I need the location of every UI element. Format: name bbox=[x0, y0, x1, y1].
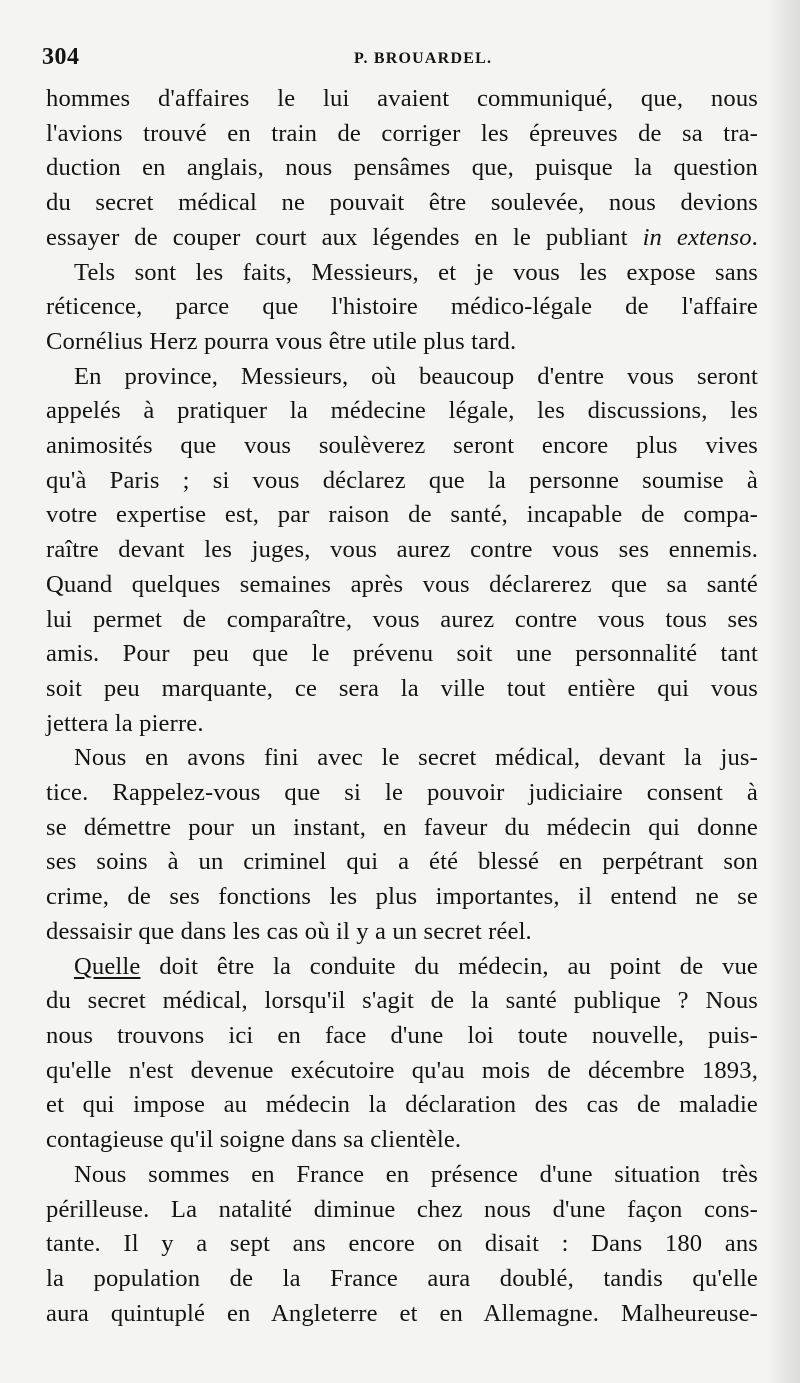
paragraph-5 bbox=[46, 950, 758, 1158]
paragraph-3 bbox=[46, 360, 758, 742]
text-line: la population de la France aura doublé, tandis qu'elle bbox=[46, 1264, 758, 1292]
text-line: nous trouvons ici en face d'une loi toute nouvelle, puis- bbox=[46, 1021, 758, 1049]
paragraph-6 bbox=[46, 1158, 758, 1332]
text-line: Quand quelques semaines après vous déclarerez que sa santé bbox=[46, 570, 758, 598]
text-line: aura quintuplé en Angleterre et en Allemagne. Malheureuse- bbox=[46, 1299, 758, 1327]
text-line: crime, de ses fonctions les plus importantes, il entend ne se bbox=[46, 883, 758, 911]
text-line: jettera la pierre. bbox=[46, 709, 204, 737]
paragraph-2 bbox=[46, 256, 758, 360]
text-line: se démettre pour un instant, en faveur du médecin qui donne bbox=[46, 813, 758, 841]
paragraph-1 bbox=[46, 82, 758, 256]
running-head: P. BROUARDEL. bbox=[354, 50, 493, 67]
text-line: animosités que vous soulèverez seront encore plus vives bbox=[46, 432, 758, 460]
text-line: tante. Il y a sept ans encore on disait : Dans 180 ans bbox=[46, 1230, 758, 1258]
text-line: ses soins à un criminel qui a été blessé en perpétrant son bbox=[46, 848, 758, 876]
text-line: l'avions trouvé en train de corriger les épreuves de sa tra- bbox=[46, 119, 758, 147]
text-line: qu'à Paris ; si vous déclarez que la personne soumise à bbox=[46, 466, 758, 494]
text-line: hommes d'affaires le lui avaient communiqué, que, nous bbox=[46, 85, 758, 112]
text-line: Cornélius Herz pourra vous être utile plus tard. bbox=[46, 327, 517, 355]
text-line: duction en anglais, nous pensâmes que, puisque la question bbox=[46, 154, 758, 182]
text-line: dessaisir que dans les cas où il y a un secret réel. bbox=[46, 917, 532, 945]
punctuation: . bbox=[751, 223, 758, 251]
text-line: Nous en avons fini avec le secret médical, devant la jus- bbox=[74, 744, 758, 772]
text-line-start: essayer de couper court aux légendes en le publiant bbox=[46, 223, 643, 251]
page-header bbox=[42, 44, 762, 78]
text-body bbox=[46, 82, 758, 1331]
page-edge-shadow bbox=[766, 0, 800, 1383]
paragraph-4 bbox=[46, 741, 758, 949]
text-line: du secret médical, lorsqu'il s'agit de la santé publique ? Nous bbox=[46, 987, 758, 1015]
text-line: et qui impose au médecin la déclaration des cas de maladie bbox=[46, 1091, 758, 1119]
text-line: amis. Pour peu que le prévenu soit une personnalité tant bbox=[46, 640, 758, 668]
text-line: qu'elle n'est devenue exécutoire qu'au mois de décembre 1893, bbox=[46, 1056, 758, 1084]
underlined-word: Quelle bbox=[74, 952, 141, 980]
italic-phrase: in extenso bbox=[642, 223, 752, 251]
text-line: périlleuse. La natalité diminue chez nous d'une façon cons- bbox=[46, 1195, 758, 1223]
text-line: appelés à pratiquer la médecine légale, les discussions, les bbox=[46, 397, 758, 425]
text-line bbox=[46, 221, 758, 256]
text-line: Nous sommes en France en présence d'une situation très bbox=[74, 1160, 758, 1188]
text-line-rest: doit être la conduite du médecin, au point de vue bbox=[140, 952, 758, 980]
text-line: contagieuse qu'il soigne dans sa clientèle. bbox=[46, 1126, 462, 1154]
text-line: raître devant les juges, vous aurez contre vous ses ennemis. bbox=[46, 536, 758, 564]
page-number: 304 bbox=[42, 44, 80, 70]
text-line: soit peu marquante, ce sera la ville tout entière qui vous bbox=[46, 674, 758, 702]
text-line: du secret médical ne pouvait être soulevée, nous devions bbox=[46, 189, 758, 217]
text-line: En province, Messieurs, où beaucoup d'entre vous seront bbox=[74, 362, 758, 390]
text-line: tice. Rappelez-vous que si le pouvoir judiciaire consent à bbox=[46, 779, 758, 807]
text-line: Tels sont les faits, Messieurs, et je vous les expose sans bbox=[74, 258, 758, 286]
text-line bbox=[46, 950, 758, 985]
text-line: votre expertise est, par raison de santé, incapable de compa- bbox=[46, 501, 758, 529]
text-line: lui permet de comparaître, vous aurez contre vous tous ses bbox=[46, 605, 758, 633]
text-line: réticence, parce que l'histoire médico-légale de l'affaire bbox=[46, 293, 758, 321]
